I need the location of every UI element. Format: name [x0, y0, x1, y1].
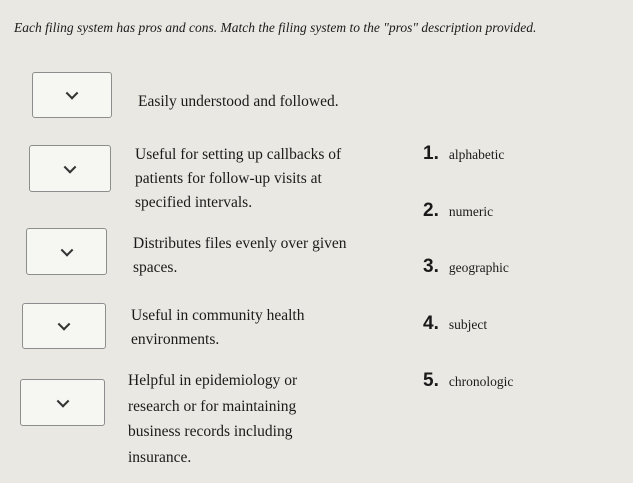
match-select-5[interactable]	[20, 379, 105, 426]
description-line: spaces.	[133, 259, 178, 277]
description-line: Easily understood and followed.	[138, 93, 339, 110]
match-select-4[interactable]	[22, 303, 106, 349]
description-5	[128, 368, 297, 470]
option-5	[423, 370, 513, 392]
option-number: 2.	[423, 200, 439, 221]
description-line: Useful in community health	[131, 307, 305, 324]
match-select-2[interactable]	[29, 145, 111, 192]
option-label: chronologic	[448, 374, 514, 389]
option-3	[423, 256, 509, 278]
option-4	[423, 313, 487, 335]
description-3	[133, 232, 347, 280]
description-line: Distributes files evenly over given	[133, 235, 347, 252]
option-number: 4.	[423, 313, 439, 334]
option-number: 1.	[423, 143, 439, 164]
chevron-down-icon	[60, 243, 73, 256]
description-line: Useful for setting up callbacks of	[135, 146, 342, 163]
description-line: specified intervals.	[135, 194, 253, 212]
option-number: 3.	[423, 256, 439, 277]
description-line: environments.	[131, 331, 220, 349]
option-2	[423, 200, 493, 222]
option-number: 5.	[423, 370, 439, 391]
chevron-down-icon	[56, 394, 69, 407]
description-1	[138, 90, 339, 114]
description-2	[135, 143, 341, 215]
option-label: numeric	[448, 204, 494, 219]
chevron-down-icon	[66, 87, 79, 100]
match-select-1[interactable]	[32, 72, 112, 118]
option-1	[423, 143, 504, 165]
description-line: Helpful in epidemiology or	[128, 372, 298, 389]
description-line: business records including	[128, 423, 293, 441]
match-select-3[interactable]	[26, 228, 107, 275]
chevron-down-icon	[58, 318, 71, 331]
instructions-text: Each filing system has pros and cons. Match the filing system to the "pros" description provided.	[14, 20, 537, 35]
option-label: subject	[448, 317, 488, 332]
description-4	[131, 304, 304, 352]
description-line: research or for maintaining	[128, 397, 297, 415]
description-line: insurance.	[128, 448, 192, 466]
description-line: patients for follow-up visits at	[135, 170, 322, 188]
chevron-down-icon	[64, 160, 77, 173]
option-label: alphabetic	[448, 147, 505, 162]
option-label: geographic	[448, 260, 509, 275]
